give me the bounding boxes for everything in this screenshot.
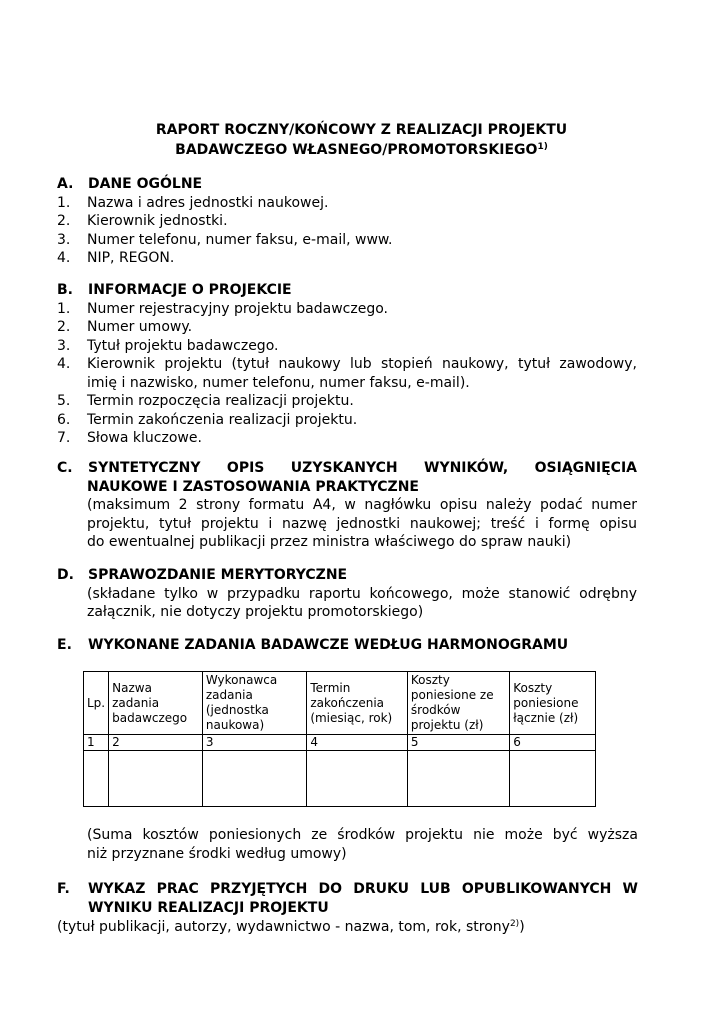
list-item xyxy=(57,355,637,374)
section-e-note xyxy=(87,826,638,864)
empty-cell[interactable] xyxy=(84,751,109,807)
section-f-letter: F. xyxy=(57,881,70,897)
item-number: 3. xyxy=(57,231,71,248)
table-number-row xyxy=(84,735,596,751)
item-number xyxy=(57,374,87,393)
column-number-cell: 2 xyxy=(109,735,203,751)
section-c-letter: C. xyxy=(57,460,73,476)
header-cell: Koszty poniesione ze środków projektu (zł) xyxy=(407,672,509,735)
table-empty-row xyxy=(84,751,596,807)
list-item xyxy=(57,411,637,430)
item-number: 4. xyxy=(57,250,71,266)
list-item xyxy=(57,337,637,356)
section-b-heading xyxy=(57,281,637,300)
section-c-note-line-2: projektu, tytuł projektu i nazwę jednostki naukowej; treść i formę opisu xyxy=(87,515,637,532)
item-number: 2. xyxy=(57,319,71,335)
section-f-note-text: (tytuł publikacji, autorzy, wydawnictwo - nazwa, tom, rok, strony xyxy=(57,919,510,935)
section-c-note-line-3: do ewentualnej publikacji przez ministra właściwego do spraw nauki) xyxy=(87,534,572,550)
item-text: Numer umowy. xyxy=(87,319,193,335)
list-item xyxy=(57,429,637,448)
section-e-note-line-1: (Suma kosztów poniesionych ze środków projektu nie może być wyższa xyxy=(87,827,638,843)
section-e-note-line-2: niż przyznane środki według umowy) xyxy=(87,846,347,862)
item-text: Kierownik jednostki. xyxy=(87,213,228,229)
empty-cell[interactable] xyxy=(202,751,306,807)
item-text: imię i nazwisko, numer telefonu, numer faksu, e-mail). xyxy=(87,374,470,391)
item-number: 7. xyxy=(57,430,71,446)
column-number-cell: 3 xyxy=(202,735,306,751)
section-f-note-end: ) xyxy=(519,919,525,935)
item-text: Numer rejestracyjny projektu badawczego. xyxy=(87,300,388,317)
item-number: 4. xyxy=(57,356,71,372)
item-text: Kierownik projektu (tytuł naukowy lub stopień naukowy, tytuł zawodowy, xyxy=(87,356,637,372)
section-d-title: SPRAWOZDANIE MERYTORYCZNE xyxy=(88,567,348,583)
header-cell: Termin zakończenia (miesiąc, rok) xyxy=(307,672,408,735)
item-number: 3. xyxy=(57,337,71,354)
document-title xyxy=(60,120,663,160)
section-f-footnote-marker: 2) xyxy=(509,919,520,929)
section-f-heading xyxy=(57,880,638,899)
section-c-note-line-1: (maksimum 2 strony formatu A4, w nagłówku opisu należy podać numer xyxy=(87,497,637,513)
empty-cell[interactable] xyxy=(109,751,203,807)
section-c-title-line-2: NAUKOWE I ZASTOSOWANIA PRAKTYCZNE xyxy=(87,478,419,495)
section-a-title: DANE OGÓLNE xyxy=(88,176,203,192)
item-number: 1. xyxy=(57,194,71,211)
item-text: Termin rozpoczęcia realizacji projektu. xyxy=(87,393,354,409)
empty-cell[interactable] xyxy=(510,751,596,807)
section-d-heading xyxy=(57,566,637,585)
item-text: Słowa kluczowe. xyxy=(87,430,202,446)
column-number-cell: 5 xyxy=(407,735,509,751)
header-cell: Wykonawca zadania (jednostka naukowa) xyxy=(202,672,306,735)
section-e xyxy=(57,636,637,655)
section-d-note-line-2: załącznik, nie dotyczy projektu promotorskiego) xyxy=(87,604,424,620)
section-b-letter: B. xyxy=(57,282,73,298)
section-d-letter: D. xyxy=(57,567,74,583)
list-item xyxy=(57,231,637,250)
empty-cell[interactable] xyxy=(307,751,408,807)
section-f-title-line-2: WYNIKU REALIZACJI PROJEKTU xyxy=(88,900,329,916)
section-c xyxy=(57,459,637,552)
list-item xyxy=(57,392,637,411)
column-number-cell: 1 xyxy=(84,735,109,751)
header-cell: Nazwa zadania badawczego xyxy=(109,672,203,735)
tasks-table xyxy=(83,671,596,807)
list-item xyxy=(57,249,637,268)
section-e-letter: E. xyxy=(57,637,72,653)
title-footnote-marker: 1) xyxy=(537,142,548,152)
section-e-heading xyxy=(57,636,637,655)
header-cell: Lp. xyxy=(84,672,109,735)
section-d xyxy=(57,566,637,622)
section-a xyxy=(57,175,637,268)
section-b xyxy=(57,281,637,448)
section-c-title-line-1: SYNTETYCZNY OPIS UZYSKANYCH WYNIKÓW, OSIĄGNIĘCIA xyxy=(88,460,637,476)
section-d-note-line-1: (składane tylko w przypadku raportu końcowego, może stanowić odrębny xyxy=(87,585,637,602)
section-a-letter: A. xyxy=(57,176,74,192)
item-text: NIP, REGON. xyxy=(87,250,175,266)
section-b-title: INFORMACJE O PROJEKCIE xyxy=(88,282,292,298)
list-item xyxy=(57,212,637,231)
item-text: Termin zakończenia realizacji projektu. xyxy=(87,411,358,428)
list-item xyxy=(57,300,637,319)
item-text: Numer telefonu, numer faksu, e-mail, www. xyxy=(87,231,393,248)
header-cell: Koszty poniesione łącznie (zł) xyxy=(510,672,596,735)
table-header-row xyxy=(84,672,596,735)
list-item xyxy=(57,194,637,213)
section-e-title: WYKONANE ZADANIA BADAWCZE WEDŁUG HARMONOGRAMU xyxy=(88,637,569,653)
item-number: 5. xyxy=(57,393,71,409)
list-item xyxy=(57,318,637,337)
title-line-2-text: BADAWCZEGO WŁASNEGO/PROMOTORSKIEGO xyxy=(175,142,538,158)
section-f xyxy=(57,880,638,937)
item-text: Tytuł projektu badawczego. xyxy=(87,337,279,354)
empty-cell[interactable] xyxy=(407,751,509,807)
list-item-continuation xyxy=(57,374,637,393)
section-f-note xyxy=(57,918,638,937)
item-text: Nazwa i adres jednostki naukowej. xyxy=(87,194,329,211)
column-number-cell: 6 xyxy=(510,735,596,751)
column-number-cell: 4 xyxy=(307,735,408,751)
item-number: 6. xyxy=(57,411,71,428)
section-c-heading xyxy=(57,459,637,478)
title-line-1: RAPORT ROCZNY/KOŃCOWY Z REALIZACJI PROJEKTU xyxy=(155,122,568,138)
item-number: 2. xyxy=(57,213,71,229)
item-number: 1. xyxy=(57,300,71,317)
title-line-2 xyxy=(60,140,663,160)
section-f-title-line-1: WYKAZ PRAC PRZYJĘTYCH DO DRUKU LUB OPUBLIKOWANYCH W xyxy=(88,881,638,897)
section-a-heading xyxy=(57,175,637,194)
